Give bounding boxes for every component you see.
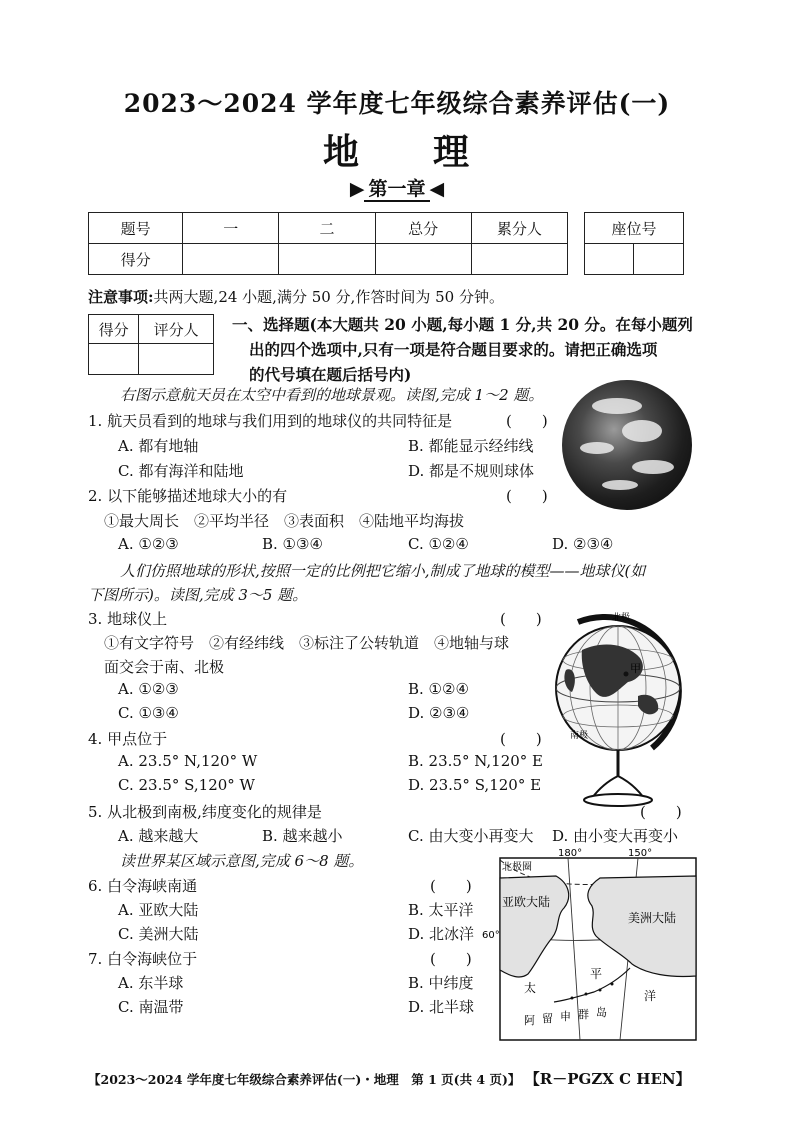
score-header-part1: 一 [183,213,279,244]
score-header-part2: 二 [279,213,375,244]
score-cell [279,244,375,275]
intro-2-line-2: 下图所示)。读图,完成 3～5 题。 [88,586,308,604]
map-lon-180: 180° [558,848,583,859]
map-aleutian-char-5: 岛 [596,1006,607,1019]
q6-stem: 6. 白令海峡南通 [88,877,198,895]
q4-option-c: C. 23.5° S,120° W [118,776,255,794]
q5-option-a: A. 越来越大 [118,827,199,845]
q5-answer-blank[interactable]: ( ) [640,803,682,821]
map-america-label: 美洲大陆 [628,911,677,925]
q5-option-d: D. 由小变大再变小 [552,827,679,845]
intro-2-line-1: 人们仿照地球的形状,按照一定的比例把它缩小,制成了地球的模型——地球仪(如 [120,562,646,580]
score-header-accumulator: 累分人 [471,213,567,244]
map-lat-60: 60° [482,930,500,941]
q2-answer-blank[interactable]: ( ) [506,487,548,505]
q6-option-a: A. 亚欧大陆 [118,901,199,919]
footer-code: 【R－PGZX C HEN】 [524,1070,691,1088]
intro-1: 右图示意航天员在太空中看到的地球景观。读图,完成 1～2 题。 [120,386,544,404]
chapter-label: 第一章 [364,178,429,202]
q4-answer-blank[interactable]: ( ) [500,730,542,748]
score-table [88,212,568,275]
score-cell [183,244,279,275]
map-aleutian-char-2: 留 [542,1012,553,1025]
section-line: 出的四个选项中,只有一项是符合题目要求的。请把正确选项 [249,340,658,359]
intro-3: 读世界某区域示意图,完成 6～8 题。 [120,852,364,870]
seat-cell [634,244,684,275]
q7-option-a: A. 东半球 [118,974,184,992]
globe-illustration [548,600,698,820]
score-cell [471,244,567,275]
bering-region-map [480,846,700,1046]
chapter-heading: ▶ 第一章 ◀ [349,178,445,200]
grader-score-label: 得分 [89,315,139,344]
q7-option-b: B. 中纬度 [408,974,474,992]
point-jia-marker [624,672,629,677]
score-cell [375,244,471,275]
q4-stem: 4. 甲点位于 [88,730,168,748]
section-line: 的代号填在题后括号内) [249,365,412,384]
q3-option-b: B. ①②④ [408,680,469,698]
point-jia-label: 甲 [630,662,641,675]
q7-stem: 7. 白令海峡位于 [88,950,198,968]
exam-title: 2023～2024 学年度七年级综合素养评估(一) [123,89,671,118]
q6-option-c: C. 美洲大陆 [118,925,199,943]
q7-option-c: C. 南温带 [118,998,184,1016]
map-aleutian-char-3: 申 [560,1010,571,1023]
map-pacific-char-1: 太 [524,981,537,995]
seat-label: 座位号 [585,213,684,244]
q5-option-c: C. 由大变小再变大 [408,827,534,845]
q3-option-a: A. ①②③ [118,680,179,698]
q2-stem: 2. 以下能够描述地球大小的有 [88,487,288,505]
score-row-label: 得分 [89,244,183,275]
globe-north-label: 北极 [612,613,631,623]
map-eurasia-label: 亚欧大陆 [502,895,551,909]
subject-char-2: 理 [433,131,472,173]
q5-stem: 5. 从北极到南极,纬度变化的规律是 [88,803,322,821]
grader-label: 评分人 [139,315,214,344]
q3-statements-line-2: 面交会于南、北极 [104,658,225,676]
subject-char-1: 地 [322,131,361,173]
grader-cell [89,344,139,375]
map-aleutian-char-4: 群 [578,1008,589,1021]
q3-stem: 3. 地球仪上 [88,610,168,628]
grader-cell [139,344,214,375]
map-pacific-char-2: 平 [590,967,603,981]
q7-option-d: D. 北半球 [408,998,475,1016]
q1-answer-blank[interactable]: ( ) [506,412,548,430]
q4-option-d: D. 23.5° S,120° E [408,776,542,794]
map-lon-150: 150° [628,848,653,859]
q2-option-b: B. ①③④ [262,535,323,553]
q2-option-d: D. ②③④ [552,535,614,553]
q6-option-b: B. 太平洋 [408,901,474,919]
footer-text: 【2023～2024 学年度七年级综合素养评估(一)・地理 第 1 页(共 4 页)】 [88,1072,521,1087]
q1-option-d: D. 都是不规则球体 [408,462,535,480]
map-arctic-label: 北极圈 [502,862,532,873]
q5-option-b: B. 越来越小 [262,827,343,845]
q3-option-d: D. ②③④ [408,704,470,722]
q6-option-d: D. 北冰洋 [408,925,475,943]
q1-option-c: C. 都有海洋和陆地 [118,462,244,480]
globe-south-label: 南极 [570,731,589,741]
q4-option-a: A. 23.5° N,120° W [118,752,258,770]
section-1-instructions [232,312,702,387]
q2-option-a: A. ①②③ [118,535,179,553]
map-pacific-char-3: 洋 [644,989,657,1003]
seat-cell [585,244,634,275]
map-aleutian-char-1: 阿 [524,1014,535,1027]
earth-photo [562,380,692,510]
seat-table [584,212,684,275]
q2-statements: ①最大周长 ②平均半径 ③表面积 ④陆地平均海拔 [104,512,465,530]
notice [88,286,504,307]
q3-option-c: C. ①③④ [118,704,179,722]
q2-option-c: C. ①②④ [408,535,469,553]
score-header-number: 题号 [89,213,183,244]
q1-option-a: A. 都有地轴 [118,437,199,455]
q7-answer-blank[interactable]: ( ) [430,950,472,968]
notice-label: 注意事项: [88,288,154,306]
grader-box [88,314,214,375]
score-header-total: 总分 [375,213,471,244]
q3-statements-line-1: ①有文字符号 ②有经纬线 ③标注了公转轨道 ④地轴与球 [104,634,510,652]
page-footer [88,1068,691,1089]
notice-text: 共两大题,24 小题,满分 50 分,作答时间为 50 分钟。 [153,288,504,306]
q3-answer-blank[interactable]: ( ) [500,610,542,628]
section-line: 一、选择题(本大题共 20 小题,每小题 1 分,共 20 分。在每小题列 [232,315,693,334]
q1-option-b: B. 都能显示经纬线 [408,437,534,455]
q6-answer-blank[interactable]: ( ) [430,877,472,895]
subject-title [0,124,794,175]
q1-stem: 1. 航天员看到的地球与我们用到的地球仪的共同特征是 [88,412,453,430]
q4-option-b: B. 23.5° N,120° E [408,752,544,770]
